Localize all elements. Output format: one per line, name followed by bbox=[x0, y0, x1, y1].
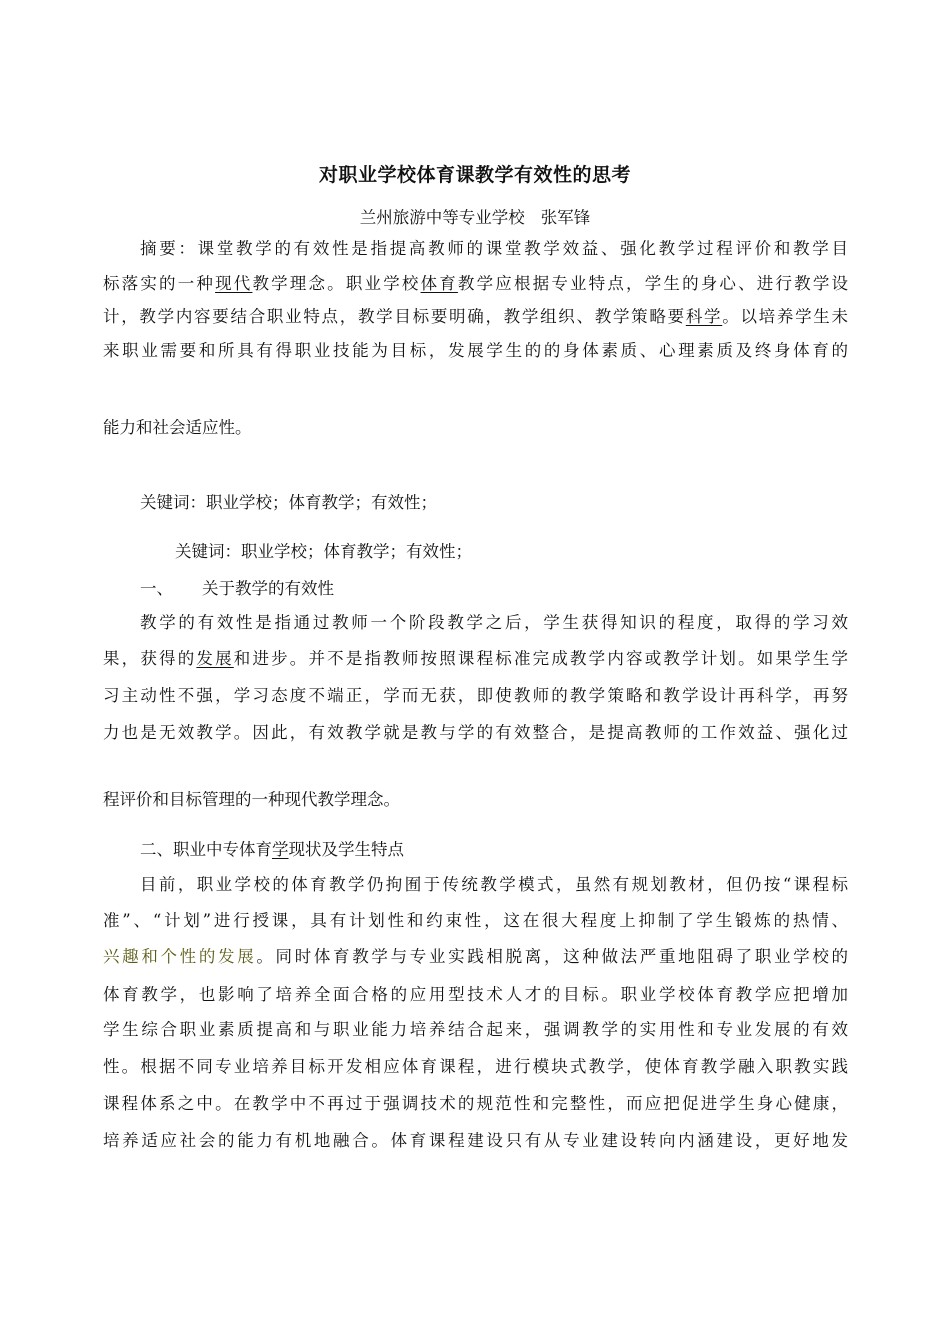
section2-title: 现状及学生特点 bbox=[288, 840, 404, 859]
keywords-line-2 bbox=[175, 540, 848, 564]
section1-line-4 bbox=[103, 721, 848, 745]
paragraph-text: 课程体系之中。在教学中不再过于强调技术的规范性和完整性，而应把促进学生身心健康， bbox=[103, 1094, 848, 1113]
paragraph-text: 学生综合职业素质提高和与职业能力培养结合起来，强调教学的实用性和专业发展的有效 bbox=[103, 1020, 848, 1039]
abstract-line-5 bbox=[103, 416, 848, 440]
link-xue[interactable]: 学 bbox=[272, 840, 289, 859]
section2-line-1 bbox=[140, 873, 848, 897]
abstract-line-3 bbox=[103, 305, 848, 329]
abstract-text: 摘要：课堂教学的有效性是指提高教师的课堂教学效益、强化教学过程评价和教学目 bbox=[140, 239, 848, 258]
paragraph-text: 教学的有效性是指通过教师一个阶段教学之后，学生获得知识的程度，取得的学习效 bbox=[140, 613, 848, 632]
link-tiyu[interactable]: 体育 bbox=[420, 274, 458, 293]
abstract-text: 教学应根据专业特点，学生的身心、进行教学设 bbox=[457, 274, 849, 293]
author-line bbox=[0, 204, 950, 228]
section2-line-4 bbox=[103, 983, 848, 1007]
paragraph-text: 力也是无效教学。因此，有效教学就是教与学的有效整合，是提高教师的工作效益、强化过 bbox=[103, 723, 848, 742]
abstract-line-1 bbox=[140, 237, 848, 261]
abstract-text: 计，教学内容要结合职业特点，教学目标要明确，教学组织、教学策略要 bbox=[103, 307, 686, 326]
section2-line-5 bbox=[103, 1018, 848, 1042]
keywords-text: 关键词：职业学校；体育教学；有效性； bbox=[175, 542, 472, 561]
paragraph-text: 习主动性不强，学习态度不端正，学而无获，即使教师的教学策略和教学设计再科学，再努 bbox=[103, 686, 848, 705]
highlighted-text: 兴趣和个性的发展 bbox=[103, 947, 257, 966]
section1-line-5 bbox=[103, 788, 848, 812]
section2-heading bbox=[140, 838, 848, 862]
section2-title: 二、职业中专体育 bbox=[140, 840, 272, 859]
paragraph-text: 和进步。并不是指教师按照课程标准完成教学内容或教学计划。如果学生学 bbox=[233, 649, 849, 668]
abstract-text: 标落实的一种 bbox=[103, 274, 216, 293]
paragraph-text: 性。根据不同专业培养目标开发相应体育课程，进行模块式教学，使体育教学融入职教实践 bbox=[103, 1057, 848, 1076]
abstract-text: 能力和社会适应性。 bbox=[103, 418, 252, 437]
paragraph-text: 体育教学，也影响了培养全面合格的应用型技术人才的目标。职业学校体育教学应把增加 bbox=[103, 985, 848, 1004]
paragraph-text: 准”、“计划”进行授课，具有计划性和约束性，这在很大程度上抑制了学生锻炼的热情、 bbox=[103, 911, 848, 930]
paragraph-text: 果，获得的 bbox=[103, 649, 197, 668]
paragraph-text: 目前，职业学校的体育教学仍拘囿于传统教学模式，虽然有规划教材，但仍按“课程标 bbox=[140, 875, 848, 894]
section1-line-3 bbox=[103, 684, 848, 708]
abstract-text: 。以培养学生未 bbox=[722, 307, 849, 326]
abstract-line-2 bbox=[103, 272, 848, 296]
document-title: 对职业学校体育课教学有效性的思考 bbox=[318, 164, 631, 186]
section2-line-6 bbox=[103, 1055, 848, 1079]
author-school: 兰州旅游中等专业学校 bbox=[359, 208, 525, 227]
abstract-line-4 bbox=[103, 339, 848, 363]
abstract-text: 教学理念。职业学校 bbox=[252, 274, 421, 293]
keywords-line-1 bbox=[140, 491, 848, 515]
paragraph-text: 。同时体育教学与专业实践相脱离，这种做法严重地阻碍了职业学校的 bbox=[256, 947, 849, 966]
author-name: 张军锋 bbox=[540, 208, 591, 227]
keywords-text: 关键词：职业学校；体育教学；有效性； bbox=[140, 493, 437, 512]
paragraph-text: 程评价和目标管理的一种现代教学理念。 bbox=[103, 790, 400, 809]
section2-line-2 bbox=[103, 909, 848, 933]
link-kexue[interactable]: 科学 bbox=[685, 307, 723, 326]
section2-line-8 bbox=[103, 1129, 848, 1153]
link-fazhan[interactable]: 发展 bbox=[196, 649, 234, 668]
section1-line-1 bbox=[140, 611, 848, 635]
paragraph-text: 培养适应社会的能力有机地融合。体育课程建设只有从专业建设转向内涵建设，更好地发 bbox=[103, 1131, 848, 1150]
section1-line-2 bbox=[103, 647, 848, 671]
link-xiandai[interactable]: 现代 bbox=[215, 274, 253, 293]
section2-line-3 bbox=[103, 945, 848, 969]
section2-line-7 bbox=[103, 1092, 848, 1116]
section1-title: 关于教学的有效性 bbox=[202, 579, 334, 598]
abstract-text: 来职业需要和所具有得职业技能为目标，发展学生的的身体素质、心理素质及终身体育的 bbox=[103, 341, 848, 360]
section1-number: 一、 bbox=[140, 579, 173, 598]
section1-heading bbox=[140, 577, 848, 601]
